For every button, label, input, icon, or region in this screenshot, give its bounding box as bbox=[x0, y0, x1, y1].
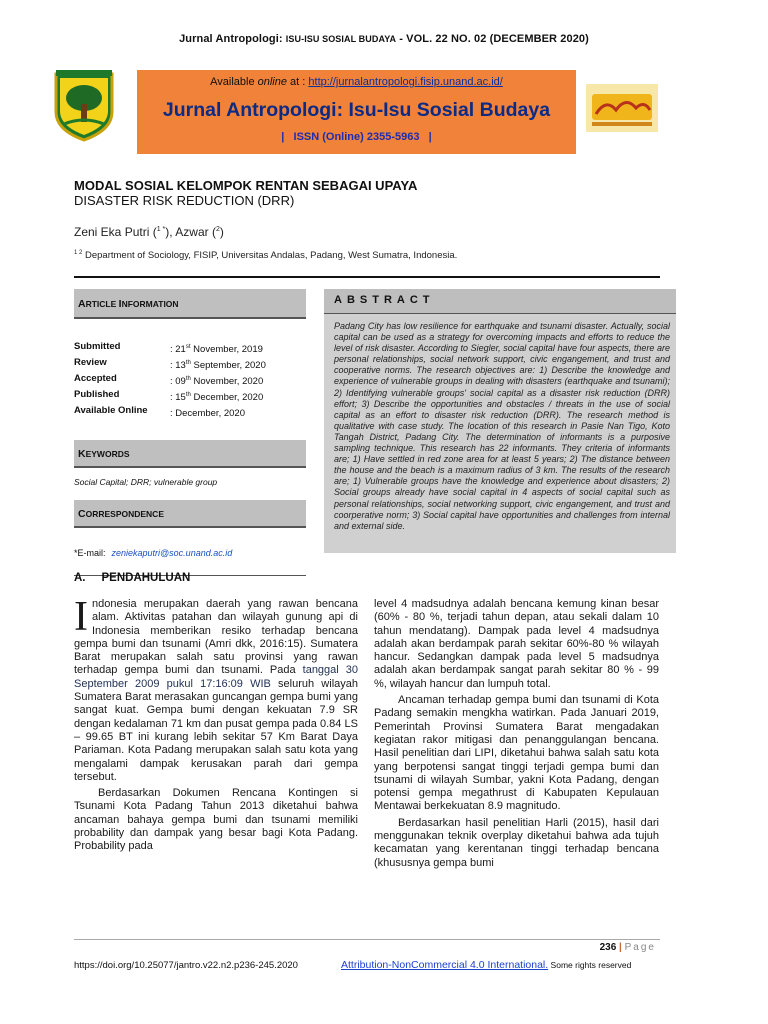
body-column-left bbox=[74, 594, 358, 854]
date-value-main: : 13 bbox=[170, 360, 186, 372]
availability-line bbox=[137, 76, 576, 88]
date-value-sup: th bbox=[185, 375, 191, 382]
date-row bbox=[74, 341, 306, 357]
abstract-heading: ABSTRACT bbox=[324, 289, 676, 314]
section-heading bbox=[74, 572, 190, 584]
p1-highlight: tanggal 30 September 2009 pukul 17:16:09 WIB bbox=[74, 664, 358, 690]
date-value-tail: November, 2020 bbox=[190, 376, 264, 388]
page-word: Page bbox=[624, 942, 656, 953]
issn-text: ISSN (Online) 2355-5963 bbox=[293, 131, 420, 143]
date-value bbox=[170, 341, 263, 357]
article-title: MODAL SOSIAL KELOMPOK RENTAN SEBAGAI UPAYA bbox=[74, 178, 418, 193]
footer-divider bbox=[74, 939, 660, 940]
date-value-sup: th bbox=[185, 391, 191, 398]
author-1: Zeni Eka Putri ( bbox=[74, 225, 157, 239]
article-info-column bbox=[74, 289, 306, 576]
paragraph-3: level 4 madsudnya adalah bencana kemung kinan besar (60% - 80 %, terjadi tahun depan, atau sekali dalam 10 tahun mendatang). Dampak pada level 4 madsudnya adalah akan berdampak parah sekitar 60%-80 % wilayah hancur. Sedangkan dampak pada level 5 madsudnya adalah akan berdampak sangat parah sekitar 80 % - 99 %, wilayah hancur dan lumpuh total. bbox=[374, 598, 659, 690]
article-subtitle: DISASTER RISK REDUCTION (DRR) bbox=[74, 193, 295, 208]
date-row bbox=[74, 373, 306, 389]
paragraph-4: Ancaman terhadap gempa bumi dan tsunami di Kota Padang semakin mengkha watirkan. Pada Januari 2019, Pemerintah Provinsi Sumatera Barat mengadakan kegiatan rakor mitigasi dan penanggulangan bencana. Hasil penelitian dari LIPI, diketahui bahwa salah satu kota yang berpotensi sangat tinggi terjadi gempa bumi dan tsunami di wilayah Sumbar, yakni Kota Padang, dengan potensi gempa megathrust di Kabupaten Kepulauan Mentawai berkekuatan 8.9 magnitudo. bbox=[374, 694, 659, 813]
ai-h3: I bbox=[118, 298, 122, 310]
article-info-heading bbox=[74, 289, 306, 319]
article-dates bbox=[74, 341, 306, 440]
author-1-sup: 1 * bbox=[156, 226, 166, 233]
date-value bbox=[170, 373, 263, 389]
paragraph-2: Berdasarkan Dokumen Rencana Kontingen si Tsunami Kota Padang Tahun 2013 diketahui bahwa ancaman bahaya gempa bumi dan tsunami memiliki probability dan dampak yang besar bagi Kota Padang. Probability pada bbox=[74, 787, 358, 853]
title-divider bbox=[74, 276, 660, 278]
date-value bbox=[170, 357, 266, 373]
date-label: Submitted bbox=[74, 341, 121, 352]
date-label: Available Online bbox=[74, 404, 148, 416]
date-label: Published bbox=[74, 388, 120, 400]
date-value-sup: st bbox=[185, 344, 191, 350]
ai-h4: NFORMATION bbox=[121, 299, 179, 309]
date-row bbox=[74, 357, 306, 373]
ai-h1: A bbox=[78, 298, 86, 310]
email-label: *E-mail: bbox=[74, 547, 106, 558]
running-head-volume: VOL. 22 NO. 02 (DECEMBER 2020) bbox=[406, 33, 589, 45]
date-label: Accepted bbox=[74, 372, 117, 384]
journal-logo-icon bbox=[586, 84, 658, 132]
journal-title: Jurnal Antropologi: Isu-Isu Sosial Budaya bbox=[162, 99, 551, 121]
date-value bbox=[170, 405, 245, 421]
p1-part-a: ndonesia merupakan daerah yang rawan bencana alam. Aktivitas patahan dan wilayah gunung api di Indonesia memberikan resiko terhadap bencana gempa bumi dan tsunami (Amri dkk, 2016:15). Sumatera Barat merupakan salah satu provinsi yang rawan terhadap gempa bumi dan tsunami. Pada bbox=[74, 598, 358, 677]
keywords-text: Social Capital; DRR; vulnerable group bbox=[74, 476, 218, 487]
drop-cap: I bbox=[74, 594, 88, 640]
paragraph-1 bbox=[74, 594, 358, 784]
date-value bbox=[170, 389, 263, 405]
journal-url-link[interactable]: http://jurnalantropologi.fisip.unand.ac.id/ bbox=[308, 76, 503, 88]
p1-part-b: seluruh wilayah Sumatera Barat merasakan guncangan gempa bumi yang sangat kuat. Gempa bumi dengan kekuatan 7.9 SR dengan kedalaman 71 km dan pusat gempa pada 0.84 LS – 99.65 BT ini kurang lebih sekitar 57 Km Barat Daya Pariaman. Kota Padang merupakan salah satu kota yang mengalami dampak kerusakan parah dari gempa tersebut. bbox=[74, 677, 358, 783]
date-value-tail: September, 2020 bbox=[190, 360, 266, 372]
university-logo-icon bbox=[50, 68, 118, 142]
kw-h2: EYWORDS bbox=[85, 448, 130, 459]
date-value-main: : 21 bbox=[170, 344, 186, 356]
date-value-main: : December, 2020 bbox=[170, 407, 245, 419]
correspondence-email-line bbox=[74, 548, 306, 558]
keywords-heading bbox=[74, 440, 306, 468]
body-column-right bbox=[374, 598, 659, 870]
section-number: A. bbox=[74, 572, 86, 584]
journal-banner bbox=[137, 70, 576, 154]
ai-h2: RTICLE bbox=[85, 299, 119, 309]
section-title: PENDAHULUAN bbox=[101, 572, 191, 584]
paragraph-5: Berdasarkan hasil penelitian Harli (2015), hasil dari menggunakan teknik overplay diketahui bahwa ada tujuh kecamatan yang kerentanan tinggi terhadap bencana (khususnya gempa bumi bbox=[374, 816, 659, 869]
page-separator: | bbox=[619, 942, 622, 953]
abstract-text: Padang City has low resilience for earthquake and tsunami disaster. Actually, social capital can be used as a strategy for overcoming impacts and efforts to reduce the level of risk disaster. According to Siegler, social capital have four aspects, there are personal relationships, social network support, civic engangement, and trust and cooperative norms. The research objectives are: 1) Describe the knowledge and experience of vulnerable groups in dealing with disasters (earthquake and tsunami); 2) Identifying vulnerable groups' social capital as a disaster risk reduction (DRR) effort; 3) Describe the opportunities and obstacles / threats in the use of social capital as an effort to disaster risk reduction (DRR). The research method is qualitative with case study. The location of this research in Pasie Nan Tigo, Koto Tangah District, Padang City. The determination of informants is a purposive sampling technique. This research has 22 informants. They criteria of informants are; 1) Have settled in red zone area for at least 5 years; 2) The distance between the house and the beach is a maximum radius of 3 km. The results of the research are; 1) Vulnerable groups have the knowledge and experience about disasters; 2) Social groups already have social capital in 4 aspects of social capital such as personal relationships, social networking support, civic engangement, and trust and coorperative norm; 3) Social capital have opportunities and challenges from internal and external side. bbox=[334, 321, 670, 531]
date-value-sup: th bbox=[185, 359, 191, 366]
doi-link[interactable]: https://doi.org/10.25077/jantro.v22.n2.p236-245.2020 bbox=[74, 960, 298, 971]
co-h2: ORRESPONDENCE bbox=[85, 508, 164, 519]
co-h1: C bbox=[78, 507, 86, 520]
rights-text: Some rights reserved bbox=[548, 960, 632, 970]
author-2-sup: 2 bbox=[215, 226, 220, 233]
author-end: ) bbox=[219, 225, 224, 239]
date-value-tail: December, 2020 bbox=[190, 392, 264, 404]
issn-line: | ISSN (Online) 2355-5963 | bbox=[281, 131, 432, 143]
author-line bbox=[74, 225, 224, 239]
running-head: Jurnal Antropologi: ISU-ISU SOSIAL BUDAYA - VOL. 22 NO. 02 (DECEMBER 2020) bbox=[179, 33, 589, 45]
date-value-main: : 09 bbox=[170, 376, 186, 388]
availability-online: online bbox=[257, 76, 287, 88]
date-value-tail: November, 2019 bbox=[190, 344, 263, 356]
kw-h1: K bbox=[78, 447, 86, 460]
affiliation bbox=[74, 250, 457, 261]
email-link[interactable]: zeniekaputri@soc.unand.ac.id bbox=[111, 547, 233, 558]
date-label: Review bbox=[74, 356, 107, 368]
page-number bbox=[600, 942, 656, 953]
availability-suffix: at : bbox=[286, 76, 309, 88]
running-head-journal: Jurnal Antropologi bbox=[179, 33, 279, 45]
date-row bbox=[74, 389, 306, 405]
abstract-box bbox=[324, 289, 676, 553]
running-head-subtitle: ISU-ISU SOSIAL BUDAYA bbox=[285, 34, 397, 44]
date-row bbox=[74, 405, 306, 421]
license-link[interactable]: Attribution-NonCommercial 4.0 International. bbox=[341, 959, 549, 971]
correspondence-heading bbox=[74, 500, 306, 528]
affiliation-sup: 1 2 bbox=[74, 250, 83, 256]
author-2: ), Azwar ( bbox=[165, 225, 216, 239]
date-value-main: : 15 bbox=[170, 392, 186, 404]
availability-prefix: Available bbox=[210, 76, 258, 88]
affiliation-text: Department of Sociology, FISIP, Universitas Andalas, Padang, West Sumatra, Indonesia. bbox=[82, 250, 458, 262]
license-line bbox=[341, 959, 631, 971]
page-number-value: 236 bbox=[599, 942, 617, 953]
